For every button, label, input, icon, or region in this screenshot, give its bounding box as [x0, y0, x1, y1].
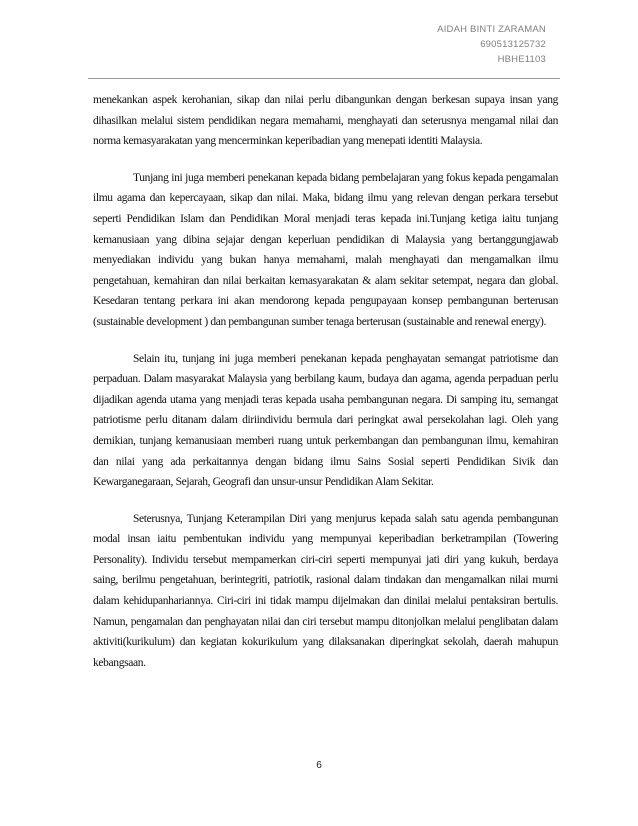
header-course-code: HBHE1103: [497, 54, 546, 65]
page-header: [437, 22, 546, 67]
paragraph-1: menekankan aspek kerohanian, sikap dan nilai perlu dibangunkan dengan berkesan supaya insan yang dihasilkan melalui sistem pendidikan negara memahami, menghayati dan seterusnya mengamal nilai dan norma kemasyarakatan yang mencerminkan keperibadian yang menepati identiti Malaysia.: [93, 94, 558, 148]
page-number: 6: [316, 760, 322, 771]
paragraph-3: Selain itu, tunjang ini juga memberi penekanan kepada penghayatan semangat patriotisme dan perpaduan. Dalam masyarakat Malaysia yang berbilang kaum, budaya dan agama, agenda perpaduan perlu dijadikan agenda utama yang menjadi teras kepada usaha pembangunan negara. Di samping itu, semangat patriotisme perlu ditanam dalam diriindividu bermula dari peringkat awal persekolahan lagi. Oleh yang demikian, tunjang kemanusiaan memberi ruang untuk perkembangan dan pembangunan ilmu, kemahiran dan nilai yang ada perkaitannya dengan bidang ilmu Sains Sosial seperti Pendidikan Sivik dan Kewarganegaraan, Sejarah, Geografi dan unsur-unsur Pendidikan Alam Sekitar.: [93, 352, 558, 489]
paragraph-4: Seterusnya, Tunjang Keterampilan Diri yang menjurus kepada salah satu agenda pembangunan modal insan iaitu pembentukan individu yang mempunyai keperibadian berketrampilan (Towering Personality). Individu tersebut mempamerkan ciri-ciri seperti mempunyai jati diri yang kukuh, berdaya saing, berilmu pengetahuan, berintegriti, patriotik, rasional dalam tindakan dan mengamalkan nilai murni dalam kehidupanhariannya. Ciri-ciri ini tidak mampu dijelmakan dan dinilai melalui pentaksiran bertulis. Namun, pengamalan dan penghayatan nilai dan ciri tersebut mampu ditonjolkan melalui penglibatan dalam aktiviti(kurikulum) dan kegiatan kokurikulum yang dilaksanakan diperingkat sekolah, daerah mahupun kebangsaan.: [93, 512, 558, 669]
header-author: AIDAH BINTI ZARAMAN: [437, 24, 546, 35]
header-divider: [88, 78, 560, 79]
document-body: [93, 90, 558, 689]
header-id-number: 690513125732: [480, 39, 546, 50]
paragraph-2: Tunjang ini juga memberi penekanan kepada bidang pembelajaran yang fokus kepada pengamalan ilmu agama dan kepercayaan, sikap dan nilai. Maka, bidang ilmu yang relevan dengan perkara tersebut seperti Pendidikan Islam dan Pendidikan Moral menjadi teras kepada ini.Tunjang ketiga iaitu tunjang kemanusiaan yang dibina sejajar dengan keperluan pendidikan di Malaysia yang bertanggungjawab menyediakan individu yang bukan hanya memahami, malah menghayati dan mengamalkan ilmu pengetahuan, kemahiran dan nilai berkaitan kemasyarakatan & alam sekitar setempat, negara dan global. Kesedaran tentang perkara ini akan mendorong kepada pengupayaan konsep pembangunan berterusan (sustainable development ) dan pembangunan sumber tenaga berterusan (sustainable and renewal energy).: [93, 171, 558, 328]
